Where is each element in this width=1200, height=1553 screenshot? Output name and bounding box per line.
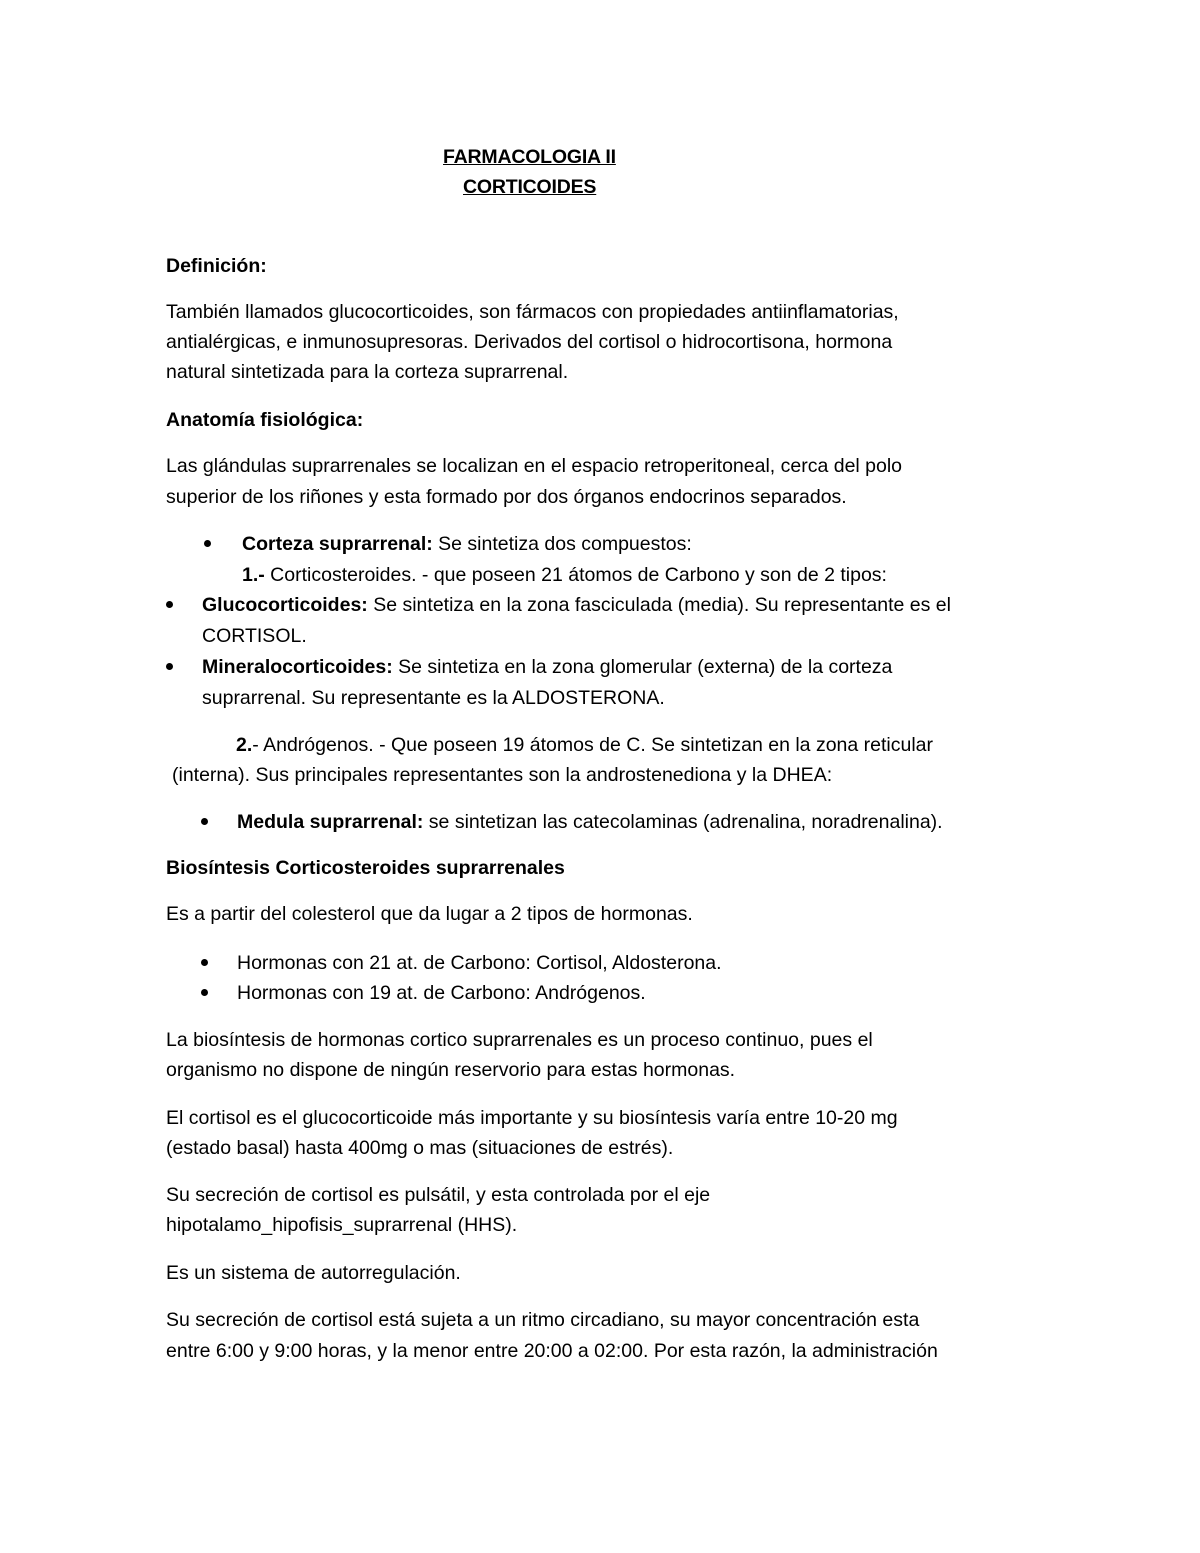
definicion-heading: Definición: (166, 255, 267, 277)
page-title: FARMACOLOGIA II (443, 146, 616, 168)
medula-text: se sintetizan las catecolaminas (adrenalina, noradrenalina). (423, 811, 943, 833)
medula-label: Medula suprarrenal: (237, 811, 424, 833)
corteza-item (242, 529, 692, 559)
paragraph-line: entre 6:00 y 9:00 horas, y la menor entre 20:00 a 02:00. Por esta razón, la administración (166, 1340, 938, 1362)
anatomia-line: superior de los riñones y esta formado por dos órganos endocrinos separados. (166, 486, 847, 508)
paragraph-line: Su secreción de cortisol es pulsátil, y esta controlada por el eje (166, 1184, 711, 1206)
corteza-label: Corteza suprarrenal: (242, 533, 433, 555)
bullet-icon (166, 601, 173, 608)
item-2-continuation: (interna). Sus principales representantes son la androstenediona y la DHEA: (172, 764, 833, 786)
hormona-list-item: Hormonas con 19 at. de Carbono: Andrógenos. (237, 982, 646, 1004)
bullet-icon (204, 540, 211, 547)
bullet-icon (201, 959, 208, 966)
corteza-text: Se sintetiza dos compuestos: (432, 533, 692, 555)
paragraph-line: hipotalamo_hipofisis_suprarrenal (HHS). (166, 1214, 518, 1236)
paragraph-line: El cortisol es el glucocorticoide más importante y su biosíntesis varía entre 10-20 mg (166, 1107, 898, 1129)
anatomia-heading: Anatomía fisiológica: (166, 409, 364, 431)
bullet-icon (201, 989, 208, 996)
paragraph-line: Es un sistema de autorregulación. (166, 1262, 461, 1284)
item-2-number: 2. (236, 734, 253, 756)
biosintesis-intro: Es a partir del colesterol que da lugar a 2 tipos de hormonas. (166, 903, 693, 925)
bullet-icon (166, 663, 173, 670)
item-2-text: - Andrógenos. - Que poseen 19 átomos de C. Se sintetizan en la zona reticular (252, 734, 934, 756)
page-subtitle: CORTICOIDES (463, 176, 597, 198)
hormona-list-item: Hormonas con 21 at. de Carbono: Cortisol, Aldosterona. (237, 952, 722, 974)
paragraph-line: organismo no dispone de ningún reservorio para estas hormonas. (166, 1059, 736, 1081)
gluco-continuation: CORTISOL. (202, 625, 307, 647)
medula-item (237, 807, 943, 837)
mineral-continuation: suprarrenal. Su representante es la ALDOSTERONA. (202, 687, 665, 709)
mineral-text: Se sintetiza en la zona glomerular (externa) de la corteza (392, 656, 893, 678)
bullet-icon (201, 818, 208, 825)
item-1 (242, 560, 887, 590)
biosintesis-heading: Biosíntesis Corticosteroides suprarrenales (166, 857, 565, 879)
item-1-number: 1.- (242, 564, 265, 586)
mineral-label: Mineralocorticoides: (202, 656, 393, 678)
mineral-item (202, 652, 892, 682)
item-1-text: Corticosteroides. - que poseen 21 átomos de Carbono y son de 2 tipos: (264, 564, 887, 586)
definicion-line: También llamados glucocorticoides, son fármacos con propiedades antiinflamatorias, (166, 301, 899, 323)
item-2 (236, 730, 933, 760)
definicion-line: antialérgicas, e inmunosupresoras. Derivados del cortisol o hidrocortisona, hormona (166, 331, 893, 353)
gluco-label: Glucocorticoides: (202, 594, 368, 616)
definicion-line: natural sintetizada para la corteza suprarrenal. (166, 361, 569, 383)
anatomia-line: Las glándulas suprarrenales se localizan en el espacio retroperitoneal, cerca del polo (166, 455, 903, 477)
paragraph-line: (estado basal) hasta 400mg o mas (situaciones de estrés). (166, 1137, 674, 1159)
gluco-item (202, 590, 951, 620)
paragraph-line: Su secreción de cortisol está sujeta a un ritmo circadiano, su mayor concentración esta (166, 1309, 920, 1331)
paragraph-line: La biosíntesis de hormonas cortico suprarrenales es un proceso continuo, pues el (166, 1029, 873, 1051)
gluco-text: Se sintetiza en la zona fasciculada (media). Su representante es el (367, 594, 951, 616)
